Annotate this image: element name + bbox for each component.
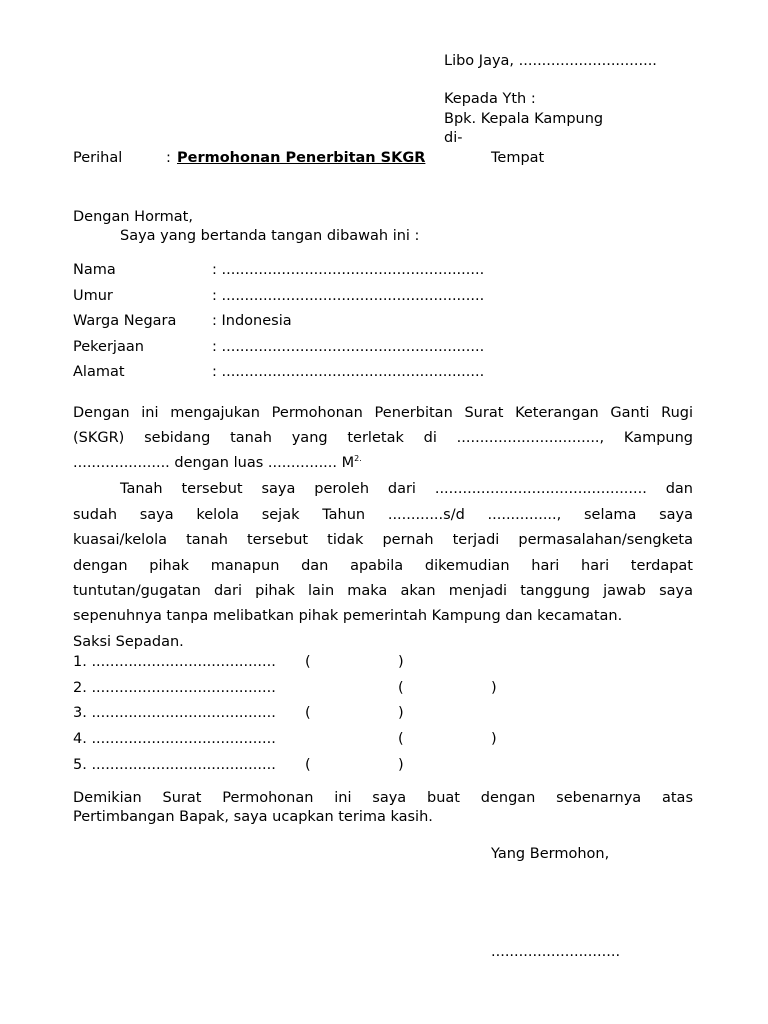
field-label: Nama	[73, 262, 116, 278]
intro-text: Saya yang bertanda tangan dibawah ini :	[120, 228, 420, 244]
subject-colon: :	[166, 150, 171, 166]
witness-open-paren: (	[305, 705, 311, 721]
para1-line3	[73, 454, 693, 472]
para1-line3-text: ..................... dengan luas ............... M	[73, 455, 355, 471]
witness-close-paren: )	[491, 731, 497, 747]
witness-close-paren: )	[398, 757, 404, 773]
para2-line2: sudah saya kelola sejak Tahun ............s/d ..............., selama saya	[73, 507, 693, 523]
para1-line1: Dengan ini mengajukan Permohonan Penerbitan Surat Keterangan Ganti Rugi	[73, 405, 693, 421]
recipient-name: Bpk. Kepala Kampung	[444, 111, 604, 127]
para1-line2: (SKGR) sebidang tanah yang terletak di ..............................., Kampung	[73, 430, 693, 446]
witness-open-paren: (	[398, 731, 404, 747]
witness-open-paren: (	[305, 757, 311, 773]
para2-line5: tuntutan/gugatan dari pihak lain maka akan menjadi tanggung jawab saya	[73, 583, 693, 599]
witness-open-paren: (	[398, 680, 404, 696]
area-unit-superscript: 2.	[354, 454, 362, 464]
recipient-place: Tempat	[491, 150, 545, 166]
witness-close-paren: )	[398, 654, 404, 670]
witness-name-line: 2. ........................................	[73, 680, 276, 696]
para2-line4: dengan pihak manapun dan apabila dikemudian hari hari terdapat	[73, 558, 693, 574]
witness-name-line: 5. ........................................	[73, 757, 276, 773]
field-label: Warga Negara	[73, 313, 177, 329]
field-label: Umur	[73, 288, 113, 304]
signature-label: Yang Bermohon,	[491, 846, 610, 862]
witness-title: Saksi Sepadan.	[73, 634, 184, 650]
witness-open-paren: (	[305, 654, 311, 670]
field-value: : Indonesia	[212, 313, 292, 329]
witness-close-paren: )	[491, 680, 497, 696]
field-value: : .........................................................	[212, 262, 485, 278]
para2-line3: kuasai/kelola tanah tersebut tidak pernah terjadi permasalahan/sengketa	[73, 532, 693, 548]
field-value: : .........................................................	[212, 339, 485, 355]
place-date: Libo Jaya, ..............................	[444, 53, 657, 69]
recipient-di: di-	[444, 130, 463, 146]
witness-name-line: 4. ........................................	[73, 731, 276, 747]
para2-line6: sepenuhnya tanpa melibatkan pihak pemerintah Kampung dan kecamatan.	[73, 608, 623, 624]
field-label: Pekerjaan	[73, 339, 144, 355]
closing-line2: Pertimbangan Bapak, saya ucapkan terima kasih.	[73, 809, 433, 825]
greeting: Dengan Hormat,	[73, 209, 193, 225]
signature-line: ............................	[491, 944, 621, 960]
para2-line1: Tanah tersebut saya peroleh dari .............................................. dan	[120, 481, 693, 497]
witness-name-line: 3. ........................................	[73, 705, 276, 721]
witness-name-line: 1. ........................................	[73, 654, 276, 670]
subject-label: Perihal	[73, 150, 123, 166]
witness-close-paren: )	[398, 705, 404, 721]
subject-text: Permohonan Penerbitan SKGR	[177, 150, 426, 166]
closing-line1: Demikian Surat Permohonan ini saya buat dengan sebenarnya atas	[73, 790, 693, 806]
recipient-label: Kepada Yth :	[444, 91, 536, 107]
field-value: : .........................................................	[212, 364, 485, 380]
field-label: Alamat	[73, 364, 125, 380]
field-value: : .........................................................	[212, 288, 485, 304]
